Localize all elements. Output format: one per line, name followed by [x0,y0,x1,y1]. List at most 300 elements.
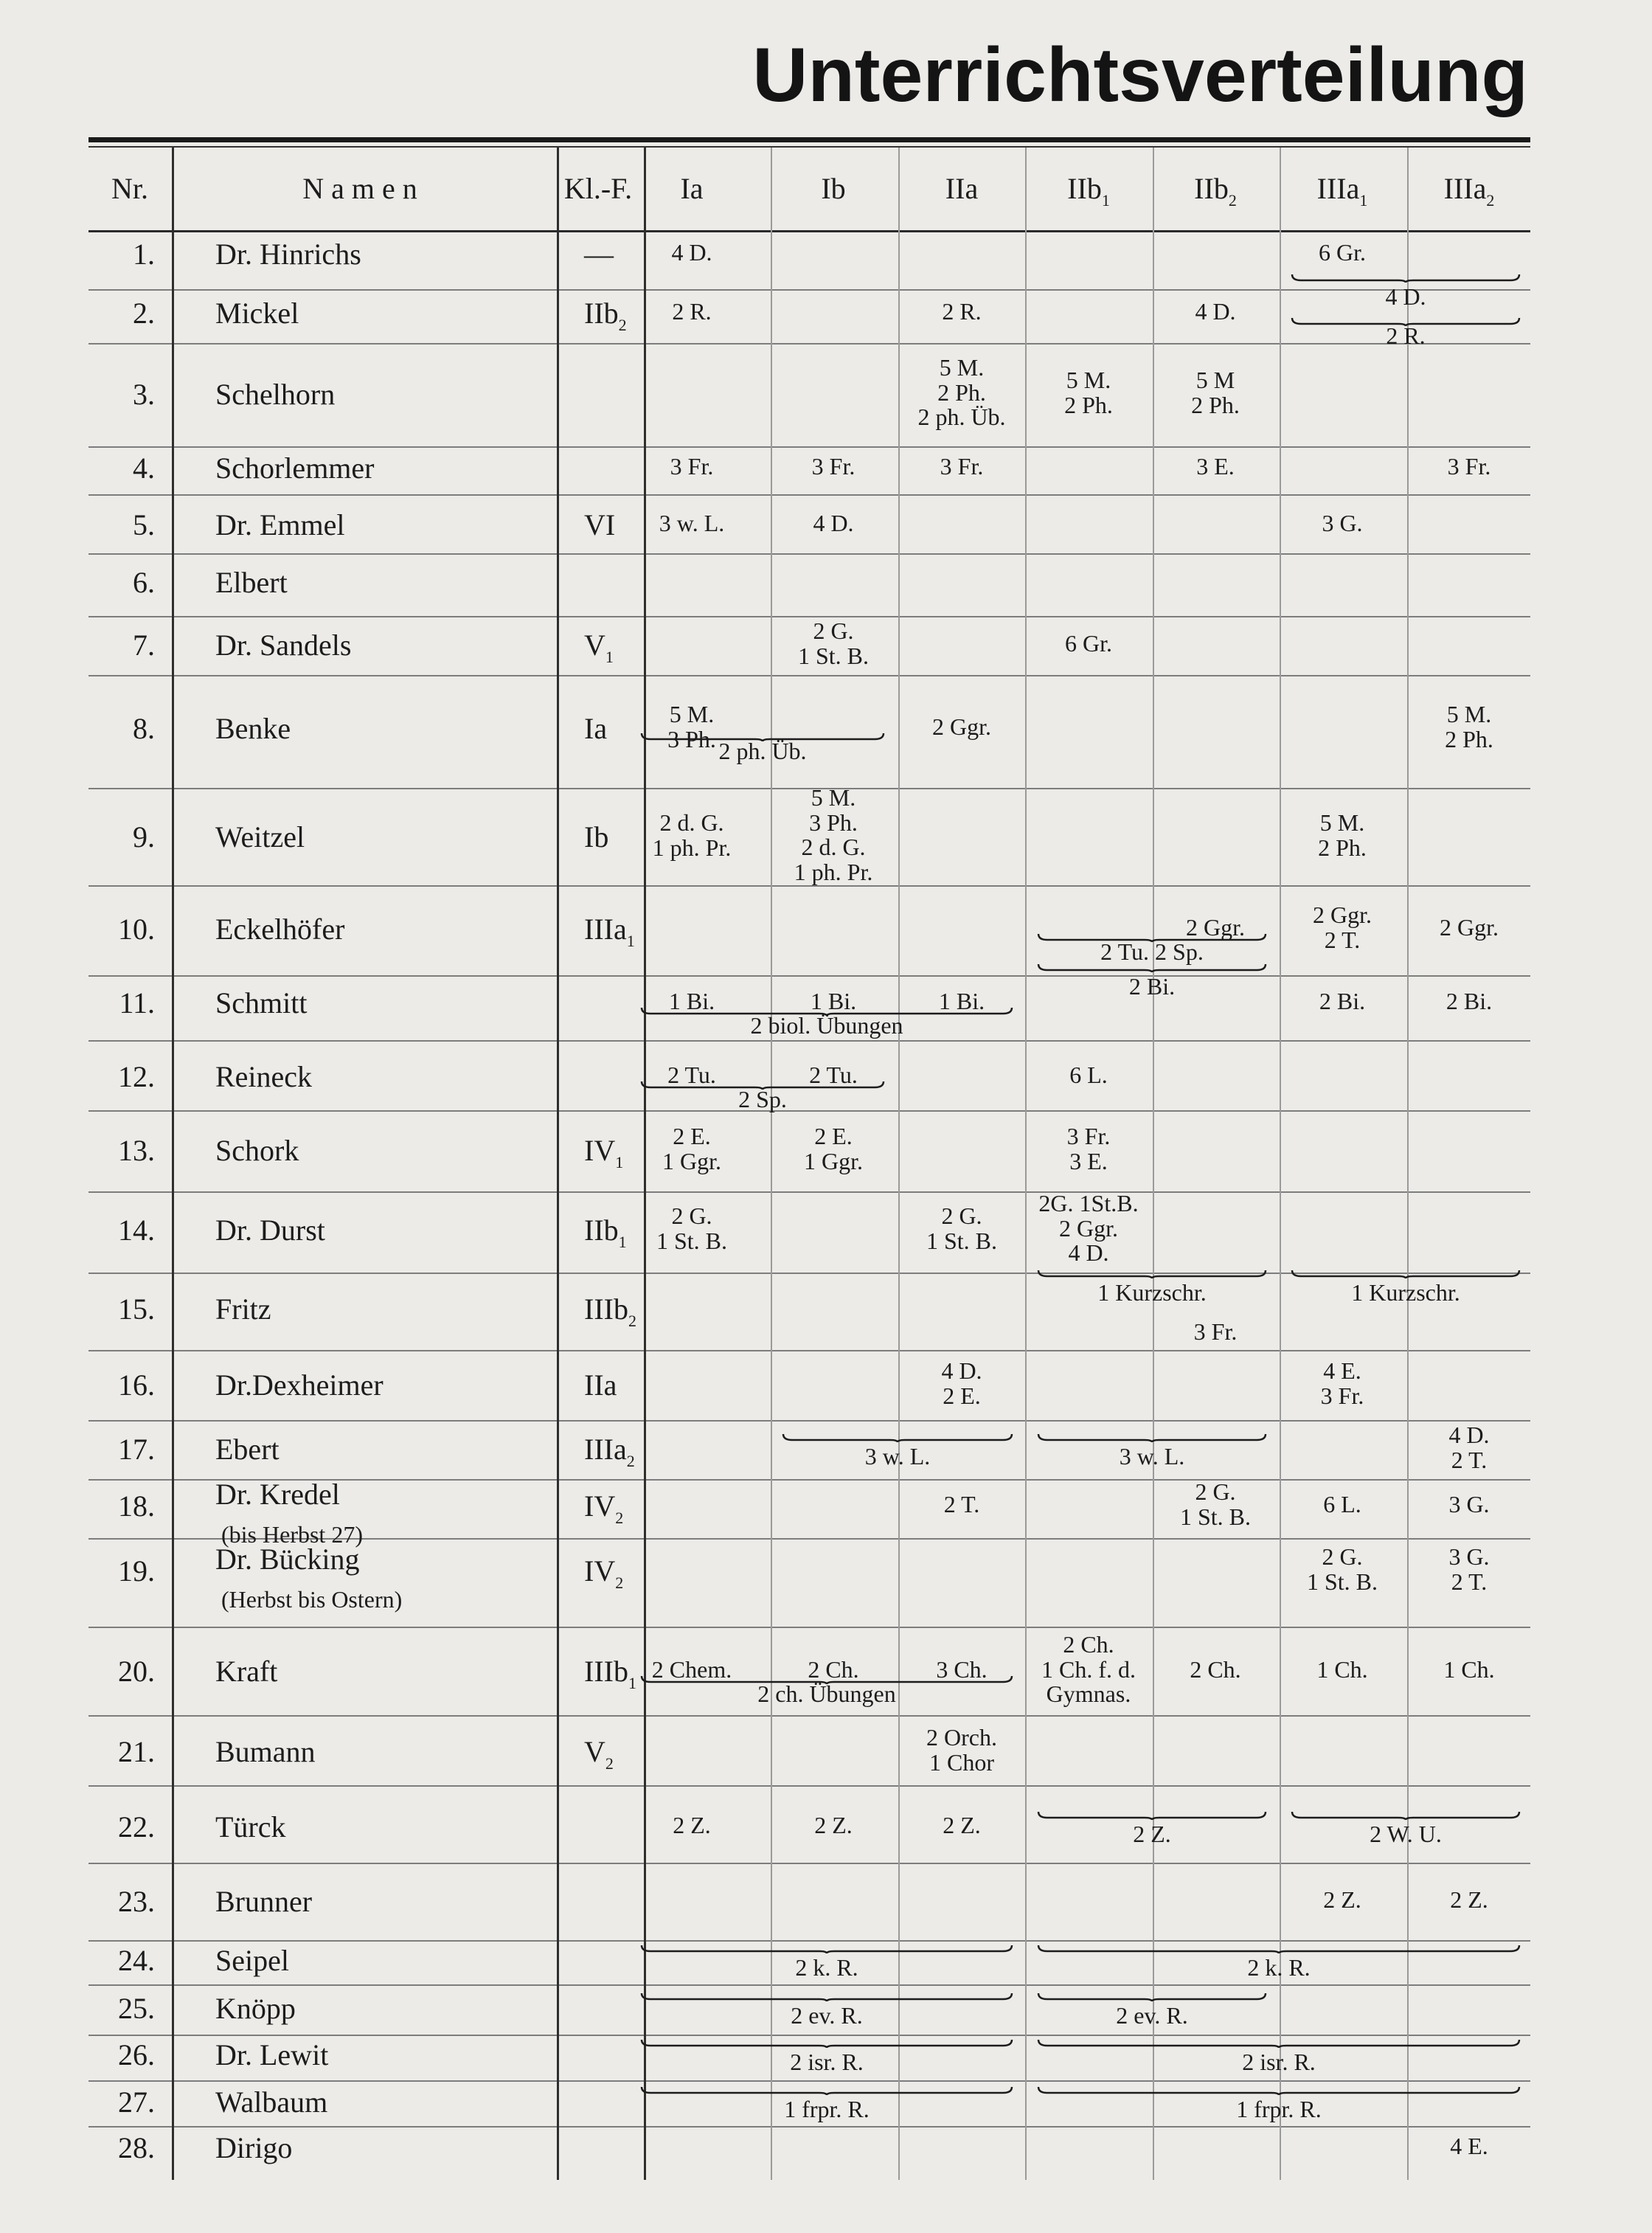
schedule-entry-line: 1 Ggr. [804,1147,863,1174]
schedule-entry-line: 2 d. G. [801,834,866,861]
class-assignment-base: IV [584,1554,616,1588]
schedule-entry-line: 3 Ch. [936,1656,988,1683]
row-rule [88,446,1530,448]
schedule-entry-line: 1 Chor [929,1748,994,1776]
teacher-name: Reineck [215,1060,313,1093]
class-assignment-subscript: 2 [618,316,627,334]
schedule-entry [673,1813,711,1838]
schedule-entry-line: 1 St. B. [1179,1503,1252,1530]
schedule-entry-line: 2 Ch. [1063,1631,1114,1658]
row-number: 24. [118,1944,155,1977]
class-assignment [584,1734,614,1773]
row-rule [88,1350,1530,1351]
header-class-subscript: 1 [1101,191,1110,210]
schedule-entry [1194,1320,1238,1345]
schedule-entry [1097,1281,1207,1306]
schedule-entry-line: 4 D. [1195,298,1236,325]
schedule-entry-line: 2 Z. [673,1812,711,1838]
schedule-entry-line: 2 ph. Üb. [917,404,1006,431]
class-assignment [584,1432,635,1470]
row-number: 17. [118,1433,155,1466]
schedule-entry [794,786,873,884]
class-assignment-base: V [584,1735,605,1768]
schedule-entry [814,1813,853,1838]
teacher-name: Dirigo [215,2131,293,2164]
schedule-entry [1316,1658,1367,1683]
schedule-entry [798,619,869,668]
schedule-entry [1448,1545,1489,1594]
schedule-entry [1120,1444,1185,1469]
schedule-entry-line: 1 Bi. [938,988,985,1014]
schedule-entry [813,511,853,536]
schedule-entry [1448,1492,1489,1517]
brace-mark [640,1944,1013,1954]
column-rule [898,148,900,2180]
schedule-entry [1319,989,1365,1014]
schedule-entry-line: 2 d. G. [659,809,724,836]
class-assignment-subscript: 2 [626,1452,635,1470]
schedule-entry [671,240,712,266]
header-namen: N a m e n [302,172,417,205]
header-klf: Kl.-F. [563,172,633,205]
schedule-entry-line: 2 Orch. [926,1724,997,1751]
schedule-entry-line: 2 E. [943,1382,981,1409]
schedule-entry-line: 5 M. [811,784,856,811]
row-number: 16. [118,1368,155,1402]
header-class-IIIa1 [1316,171,1368,210]
schedule-entry-line: 3 Fr. [1066,1123,1111,1149]
schedule-entry [750,1014,903,1039]
schedule-entry [1323,1492,1361,1517]
schedule-entry-line: 2 ev. R. [791,2002,863,2029]
schedule-entry [1450,1888,1488,1913]
class-assignment-subscript: 2 [628,1312,636,1330]
class-assignment-base: VI [584,508,616,541]
header-class-Ia [680,171,703,206]
schedule-entry-line: 2 Tu. [667,1062,716,1088]
schedule-entry-line: 2 Ggr. [932,713,991,740]
row-number: 22. [118,1810,155,1843]
schedule-entry-line: 2 ph. Üb. [718,738,807,764]
brace-mark [1037,963,1267,973]
teacher-name: Walbaum [215,2085,328,2119]
schedule-entry [662,1124,721,1174]
schedule-entry [1446,989,1492,1014]
row-number: 15. [118,1292,155,1326]
schedule-entry [1133,1822,1171,1847]
row-number: 20. [118,1655,155,1688]
brace-mark [640,1006,1013,1017]
row-number: 3. [133,378,155,411]
class-assignment [584,237,614,271]
header-class-IIIa2 [1443,171,1495,210]
row-number: 26. [118,2038,155,2071]
schedule-entry-line: 2 isr. R. [790,2049,864,2075]
class-assignment-base: IIb [584,297,619,330]
schedule-entry-line: 2 Z. [1323,1886,1361,1913]
brace-mark [1037,1433,1267,1443]
schedule-entry [926,1204,997,1253]
schedule-entry [941,1359,982,1408]
schedule-entry-line: 3 Fr. [1320,1382,1364,1409]
class-assignment-base: IIIa [584,1433,627,1466]
class-assignment [584,296,627,334]
class-assignment [584,820,608,854]
column-rule [1407,148,1409,2180]
teacher-name: Dr. Durst [215,1214,325,1247]
row-rule [88,616,1530,617]
brace-mark [1037,1944,1521,1954]
schedule-entry [1067,1124,1111,1174]
teacher-name: Schmitt [215,986,308,1019]
schedule-entry [1445,702,1493,752]
header-class-base: IIa [945,172,979,205]
row-rule [88,1191,1530,1193]
column-rule [172,148,174,2180]
schedule-entry-line: 6 Gr. [1319,239,1366,266]
schedule-entry-line: 3 w. L. [864,1443,931,1469]
schedule-entry-line: 2G. 1St.B. [1038,1190,1139,1216]
schedule-entry [1195,300,1235,325]
schedule-entry-line: 4 D. [1068,1239,1109,1267]
row-number: 14. [118,1214,155,1247]
schedule-entry-line: 1 Kurzschr. [1351,1279,1460,1306]
row-rule [88,1715,1530,1717]
schedule-entry-line: 2 T. [1451,1568,1488,1595]
row-rule [88,494,1530,496]
schedule-entry-line: 1 frpr. R. [1236,2096,1322,2122]
schedule-entry-line: 4 E. [1450,2133,1488,2159]
schedule-entry-line: 5 M. [1446,701,1492,727]
schedule-entry-line: 4 D. [671,239,712,266]
schedule-entry-line: 5 M. [1066,367,1111,393]
brace-mark [1037,1269,1267,1279]
brace-mark [640,1080,885,1090]
schedule-entry-line: 2 Z. [1450,1886,1488,1913]
schedule-entry-line: 2 Ggr. [1313,901,1372,928]
schedule-entry-line: 6 Gr. [1065,630,1112,657]
schedule-entry-line: 3 w. L. [659,510,725,536]
schedule-entry [738,1087,787,1112]
schedule-entry-line: 3 Ph. [809,809,858,836]
schedule-entry-line: 3 E. [1196,453,1235,480]
schedule-entry-line: 1 Ch. [1316,1656,1368,1683]
teacher-name: Dr. Bücking [215,1543,360,1576]
class-assignment [584,508,615,542]
header-class-base: IIIa [1316,172,1360,205]
teacher-name: Dr. Kredel [215,1478,340,1511]
schedule-entry-line: 2 Ggr. [1440,914,1499,941]
schedule-entry-line: 3 G. [1448,1491,1490,1517]
brace-mark [1291,273,1521,283]
schedule-entry [672,300,711,325]
row-number: 23. [118,1885,155,1918]
schedule-entry-line: 2 E. [673,1123,711,1149]
class-assignment-base: — [584,238,614,271]
schedule-entry-line: 1 Ch. f. d. [1041,1655,1136,1683]
schedule-entry-line: 3 w. L. [1119,1443,1185,1469]
row-number: 8. [133,712,155,745]
schedule-entry-line: 2 Bi. [1128,973,1176,1000]
brace-mark [1037,2038,1521,2049]
row-number: 6. [133,566,155,599]
teacher-name: Dr. Lewit [215,2038,329,2071]
class-assignment-base: IIIb [584,1292,628,1326]
schedule-entry-line: 2 G. [813,617,854,644]
schedule-entry [1443,1658,1494,1683]
teacher-name: Kraft [215,1655,278,1688]
brace-mark [1037,932,1267,943]
schedule-entry [926,1725,997,1775]
header-class-IIb2 [1194,171,1237,210]
teacher-note: (Herbst bis Ostern) [221,1586,403,1613]
row-rule [88,675,1530,676]
teacher-name: Dr. Sandels [215,629,352,662]
class-assignment [584,1292,636,1330]
schedule-entry [1191,368,1240,418]
schedule-entry-line: 1 ph. Pr. [652,834,732,861]
header-nr: Nr. [111,172,148,205]
column-rule [557,148,559,2180]
teacher-name: Fritz [215,1292,271,1326]
schedule-entry-line: 2 Ch. [808,1656,859,1683]
schedule-entry-line: 1 Kurzschr. [1097,1279,1207,1306]
row-number: 12. [118,1060,155,1093]
schedule-entry [940,454,984,480]
row-number: 13. [118,1134,155,1167]
class-assignment-base: IIIb [584,1655,628,1688]
class-assignment-base: Ia [584,712,608,745]
row-number: 25. [118,1992,155,2025]
schedule-entry [1370,1822,1442,1847]
class-assignment [584,1554,624,1592]
row-number: 11. [119,986,155,1019]
schedule-entry-line: 3 Fr. [811,453,856,480]
schedule-entry [1385,285,1426,310]
schedule-entry [1069,1063,1108,1088]
header-class-base: IIIa [1443,172,1487,205]
schedule-entry [1247,1956,1310,1981]
row-rule [88,343,1530,345]
schedule-entry [1450,2134,1488,2159]
schedule-entry-line: 4 D. [1448,1422,1490,1448]
schedule-entry-line: 3 Ph. [667,725,716,752]
schedule-entry [1323,1888,1361,1913]
row-rule [88,2126,1530,2128]
class-assignment [584,1213,627,1251]
schedule-entry-line: 4 D. [813,510,854,536]
class-assignment-subscript: 2 [605,1754,614,1773]
brace-mark [640,1675,1013,1685]
row-number: 2. [133,297,155,330]
schedule-entry-line: 2 Z. [814,1812,853,1838]
brace-mark [640,2085,1013,2096]
schedule-entry [1351,1281,1460,1306]
schedule-entry-line: 2 Ph. [1064,391,1113,418]
schedule-entry [1440,915,1499,941]
schedule-entry-line: 2 biol. Übungen [750,1012,903,1039]
schedule-entry [865,1444,931,1469]
column-rule [1280,148,1281,2180]
schedule-entry [659,511,725,536]
brace-mark [1037,1992,1267,2002]
brace-mark [1291,316,1521,327]
header-class-IIa [945,171,978,206]
schedule-entry-line: 5 M. [669,701,715,727]
schedule-entry [1313,903,1372,952]
column-rule [771,148,772,2180]
class-assignment-subscript: 1 [618,1233,627,1251]
row-number: 9. [133,820,155,854]
schedule-entry-line: 2 Chem. [651,1656,732,1683]
class-assignment-subscript: 2 [615,1574,624,1592]
schedule-entry-line: 3 G. [1322,510,1363,536]
schedule-entry [653,811,732,860]
schedule-entry [757,1682,896,1707]
column-rule [644,148,646,2180]
row-number: 7. [133,629,155,662]
schedule-entry-line: 2 G. [1322,1543,1363,1570]
schedule-entry-line: 2 G. [1195,1478,1236,1505]
teacher-name: Weitzel [215,820,305,854]
schedule-entry [944,1492,980,1517]
class-assignment [584,1489,624,1527]
schedule-entry-line: 1 Ch. [1443,1656,1495,1683]
schedule-entry [1242,2050,1316,2075]
schedule-entry-line: 3 E. [1069,1147,1108,1174]
schedule-entry-line: 1 St. B. [926,1227,998,1254]
teacher-name: Eckelhöfer [215,913,345,946]
schedule-entry [917,356,1005,430]
teacher-name: Knöpp [215,1992,296,2025]
schedule-entry-line: 2 Bi. [1319,988,1366,1014]
column-rule [1025,148,1027,2180]
schedule-entry-line: 2 k. R. [1247,1954,1311,1981]
row-number: 5. [133,508,155,541]
page-title: Unterrichtsverteilung [752,32,1528,118]
schedule-entry-line: 2 Ph. [937,378,986,406]
schedule-entry [1100,940,1204,965]
row-rule [88,1785,1530,1787]
schedule-entry [1319,240,1366,266]
header-class-base: Ia [680,172,704,205]
teacher-name: Dr. Hinrichs [215,238,361,271]
schedule-entry [784,2097,870,2122]
schedule-entry [1065,631,1112,657]
schedule-entry-line: 3 G. [1448,1543,1490,1570]
teacher-name: Ebert [215,1433,280,1466]
class-assignment-base: IIb [584,1214,619,1247]
schedule-entry [1386,324,1425,349]
brace-mark [1291,1810,1521,1821]
class-assignment-subscript: 1 [628,1674,636,1692]
schedule-entry [943,1813,981,1838]
schedule-entry [1448,1423,1489,1472]
top-rule-thin [88,146,1530,148]
brace-mark [1037,2085,1521,2096]
schedule-entry-line: 2 Ch. [1190,1656,1241,1683]
schedule-entry-line: 2 E. [814,1123,853,1149]
schedule-entry-line: 2 Tu. [809,1062,858,1088]
brace-mark [640,732,885,742]
brace-mark [1291,1269,1521,1279]
header-class-subscript: 2 [1486,191,1495,210]
top-rule [88,137,1530,142]
schedule-entry-line: 2 Bi. [1446,988,1493,1014]
teacher-name: Elbert [215,566,288,599]
schedule-entry-line: 5 M [1195,367,1235,393]
class-assignment [584,1133,624,1171]
header-class-base: IIb [1194,172,1229,205]
teacher-name: Seipel [215,1944,289,1977]
row-rule [88,1940,1530,1942]
schedule-entry-line: 2 Ph. [1445,725,1493,752]
class-assignment-base: IIa [584,1368,617,1402]
schedule-entry [1236,2097,1322,2122]
schedule-entry-line: 3 Fr. [670,453,714,480]
class-assignment-subscript: 1 [605,648,614,666]
schedule-entry-line: 2 ev. R. [1116,2002,1188,2029]
schedule-entry-line: 2 isr. R. [1242,2049,1316,2075]
teacher-name: Schelhorn [215,378,336,411]
schedule-entry [932,715,991,740]
row-rule [88,1984,1530,1986]
row-number: 28. [118,2131,155,2164]
schedule-entry-line: 1 Bi. [668,988,715,1014]
schedule-entry-line: 2 Z. [1133,1821,1171,1847]
schedule-entry [1448,454,1491,480]
class-assignment-base: IV [584,1134,616,1167]
schedule-entry-line: 3 Fr. [1447,453,1491,480]
schedule-entry [667,702,716,752]
teacher-note: (bis Herbst 27) [221,1521,363,1548]
schedule-entry-line: 2 G. [941,1202,982,1229]
row-number: 27. [118,2085,155,2119]
brace-mark [640,2038,1013,2049]
schedule-entry-line: 4 D. [1385,283,1426,310]
schedule-entry-line: 2 Sp. [738,1086,787,1112]
teacher-name: Schork [215,1134,299,1167]
class-assignment [584,711,607,746]
schedule-entry-line: 2 R. [1386,322,1426,349]
class-assignment-base: IIIa [584,913,627,946]
class-assignment-subscript: 1 [615,1153,624,1171]
row-rule [88,975,1530,977]
class-assignment [584,912,635,950]
schedule-entry [1129,974,1175,1000]
header-class-subscript: 1 [1359,191,1368,210]
teacher-name: Brunner [215,1885,313,1918]
row-rule [88,885,1530,887]
schedule-entry-line: 5 M. [939,354,985,381]
row-rule [88,289,1530,291]
row-rule [88,1627,1530,1628]
schedule-entry-line: 2 ch. Übungen [757,1680,896,1707]
teacher-name: Schorlemmer [215,451,375,485]
row-rule [88,1110,1530,1112]
teacher-name: Bumann [215,1735,316,1768]
schedule-entry-line: 2 Ph. [1318,834,1367,861]
schedule-entry-line: 1 frpr. R. [784,2096,870,2122]
row-rule [88,553,1530,555]
schedule-entry-line: 1 St. B. [656,1227,728,1254]
schedule-entry-line: Gymnas. [1046,1680,1131,1708]
schedule-entry [1064,368,1113,418]
row-number: 4. [133,451,155,485]
header-class-base: IIb [1067,172,1102,205]
class-assignment-subscript: 1 [626,932,635,950]
schedule-entry-line: 1 Ggr. [662,1147,721,1174]
